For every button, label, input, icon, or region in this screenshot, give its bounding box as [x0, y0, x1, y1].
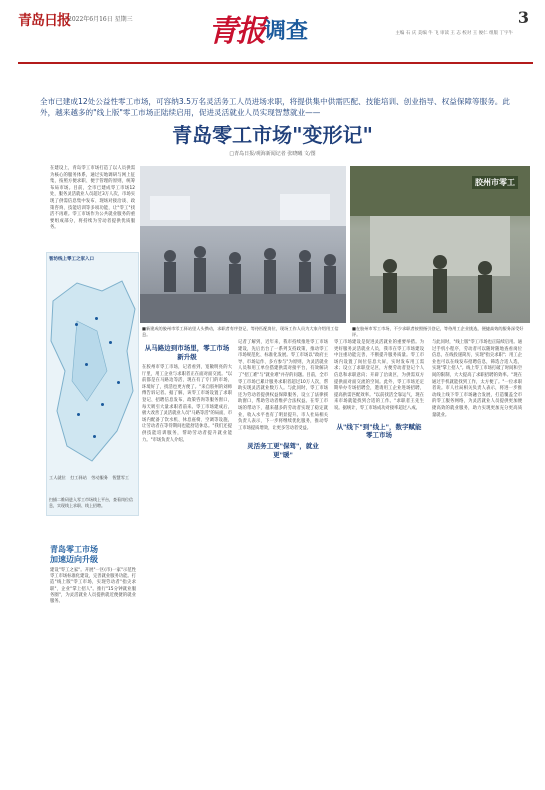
sidebar-box	[50, 544, 136, 605]
editors-line: 主编 石 庆 美编 牛 飞 审读 王 志 校对 王 俊仁 组版 丁宇牛	[395, 31, 513, 36]
article-text: 零工市场建设是促进灵活就业的重要举措。为更好服务灵活就业人员，我市在零工市场建设中注重功能完善，不断提升服务质量。零工市场内设置了岗位信息大屏，实时发布用工需求；设立了求职登记区，方便劳动者登记个人信息和求职意向；开辟了洽谈区，为供需双方提供面对面交流的空间。此外，零工市场还定期举办专场招聘会，邀请用工企业进场招聘，提高供需匹配效率。"以前找活全靠运气，现在来市场就能找到合适的工作。"求职者王先生说。据统计，零工市场成功对接率超过八成。	[334, 340, 424, 411]
photo-workers	[350, 166, 530, 323]
left-column-text: 在建设上，青岛零工市场打造了以人员供需为核心的服务体系，通过实地调研与网上征集，按照方便求职、便于管理的原则，统筹布局市场。目前，全市已建成零工市场12处，服务灵活就业人员超过3万人次，市场实现了供需信息集中发布、现场对接洽谈、政策咨询、技能培训等多项功能，让"零工"找活不再难。零工市场作为公共就业服务的重要组成部分，将持续为劳动者提供优质服务。	[50, 166, 135, 231]
article-column-2	[238, 340, 328, 465]
legend-item: 打工驿站	[70, 475, 87, 480]
photo-market-hall	[140, 166, 346, 323]
map-point	[101, 403, 104, 406]
page-number: 3	[517, 8, 529, 27]
map-outline	[47, 261, 139, 481]
market-sign: 胶州市零工	[472, 176, 518, 189]
sidebar-body: 建设"零工之家"。开展"一区(市)一家"示范性零工市场标准化建设，完善就业服务功能。打造"线上版"零工市场，实现劳动者"指尖求职"，企业"掌上招人"。推行"15分钟就业服务圈"，为灵活就业人员提供就近便捷的就业服务。	[50, 568, 136, 605]
photo-crowd	[140, 166, 346, 323]
legend-item: 劳动服务	[91, 475, 108, 480]
subhead: 灵活务工更"保驾"，就业更"暖"	[247, 442, 319, 459]
map-point	[93, 435, 96, 438]
article-column-4	[432, 340, 522, 419]
legend-item: 工人就位	[49, 475, 66, 480]
map-title: 智坊线上零工之家入口	[49, 257, 94, 262]
sidebar-title: 青岛零工市场 加速迈向升级	[50, 544, 98, 564]
section-name: 调查	[264, 18, 309, 44]
article-text: 记者了解到，近年来，我市持续推进零工市场建设，先后出台了一系列支持政策，推动零工市场规范化、标准化发展。零工市场以"政府主导、市场运作、多方参与"为原则，为灵活就业人员和用工单位搭建供需对接平台，有效解决了"招工难"与"就业难"并存的问题。目前，全市零工市场已累计服务求职者超过10万人次，帮助实现灵活就业数万人。与此同时，零工市场还为劳动者提供权益保障服务，设立了法律援助窗口，帮助劳动者维护合法权益。在零工市场的带动下，越来越多的劳动者实现了稳定就业，收入水平也有了明显提升。市人社局相关负责人表示，下一步将继续优化服务，推动零工市场提质增效，让更多劳动者受益。	[238, 340, 328, 431]
issue-date: 2022年6月16日 星期三	[68, 16, 133, 23]
map-point	[77, 413, 80, 416]
photo-caption: ■新建成的胶州市零工驿站里人头攒动，求职者有序登记、等待匹配岗位，现场工作人员为大家介绍用工信息。	[142, 326, 339, 337]
map-point	[109, 341, 112, 344]
map-note: 扫描二维码进入零工市场线上平台，查看岗位信息，实现线上求职、线上招聘。	[49, 497, 133, 508]
page-header	[18, 8, 533, 56]
map-point	[117, 381, 120, 384]
city-map	[46, 252, 139, 516]
article-text: 与此同时，"线上版"零工市场也正陆续启用。通过手机小程序，劳动者可以随时随地查看岗位信息，在线投递简历，实现"指尖求职"；用工企业也可以在线发布招聘信息，筛选合适人选，实现"掌上招人"。线上零工市场打破了时间和空间的限制，大大提高了求职招聘的效率。"现在通过手机就能找到工作，太方便了。"一位求职者说。市人社局相关负责人表示，将进一步推动线上线下零工市场融合发展，打造覆盖全市的零工服务网络，为灵活就业人员提供更加便捷高效的就业服务，助力实现更加充分更高质量就业。	[432, 340, 522, 418]
map-point	[95, 317, 98, 320]
headline: 青岛零工市场"变形记"	[172, 123, 373, 147]
map-point	[75, 323, 78, 326]
article-column-3	[334, 340, 424, 446]
photo-caption: ■在胶州市零工市场，不少求职者按照指引登记，等待用工企业挑选，便捷高效的服务深受好评。	[352, 326, 524, 337]
article-column-1	[142, 340, 232, 444]
map-point	[85, 363, 88, 366]
subhead: 从"线下"到"线上"，数字赋能零工市场	[336, 422, 422, 440]
header-rule	[18, 62, 533, 64]
lead-paragraph: 全市已建成12处公益性零工市场，可容纳3.5万名灵活务工人员进场求职，将提供集中供需匹配、技能培训、创业指导、权益保障等服务。此外，越来越多的"线上版"零工市场正陆续启用，促进灵活就业人员实现智慧就业——	[40, 97, 510, 117]
section-brand: 青报	[208, 14, 264, 49]
photo-market-entrance	[350, 166, 530, 323]
newspaper-logo: 青岛日报	[18, 13, 70, 29]
subhead: 从马路边到市场里，零工市场新升级	[144, 344, 230, 361]
legend-item: 智慧零工	[112, 475, 130, 480]
byline: □青岛日报/观海新闻记者 张晓曦 文/图	[229, 151, 316, 157]
article-text: 在胶州市零工市场，记者看到，宽敞明亮的大厅里，用工企业与求职者正在面对面交流。"以前都是在马路边等活，现在有了专门的市场，环境好了，找活也更方便了。"来自胶州的刘师傅告诉记者。据了解，该零工市场设置了求职登记、招聘信息发布、政策咨询等服务窗口，每天吸引大量求职者前来。零工市场建成后，极大改善了灵活就业人员"马路等活"的局面，市场内配备了饮水机、休息座椅、空调等设施，让劳动者在等待期间也能舒适休息。"我们还提供技能培训服务，帮助劳动者提升就业能力。"市场负责人介绍。	[142, 365, 232, 443]
map-legend	[49, 475, 137, 481]
